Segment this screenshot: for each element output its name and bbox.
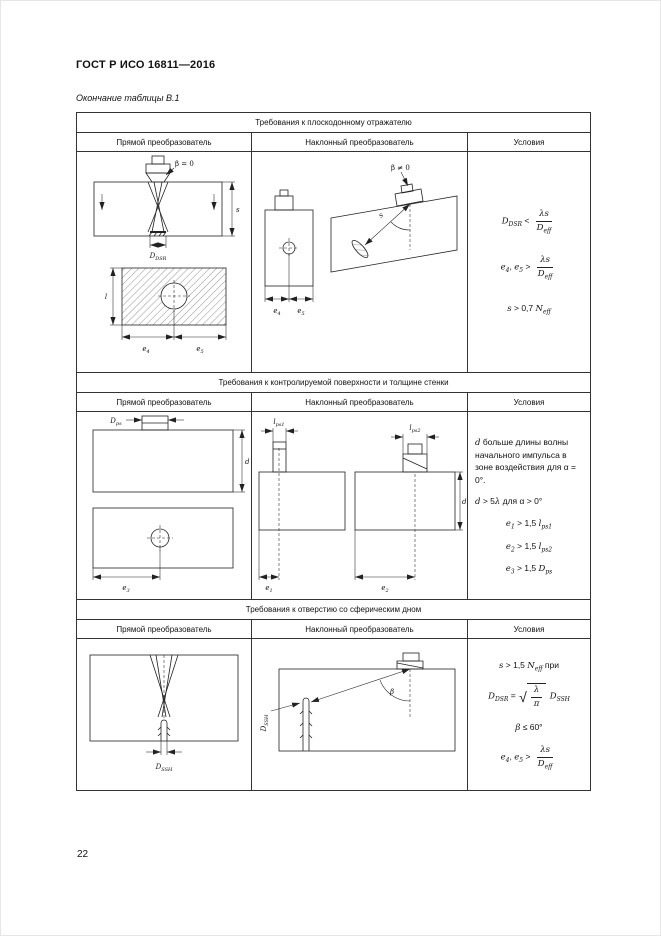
s-label: s — [235, 206, 240, 214]
condition-line: $D_{DSR}$ = √ $\frac{\lambda}{\pi}$ $D_{SSH}$ — [488, 685, 570, 710]
test-block-right — [355, 472, 455, 530]
diagram-cell-s1-straight — [77, 152, 252, 373]
e4-label: $e_4$ — [272, 307, 281, 317]
diagram-s1-angled-probe — [253, 152, 467, 367]
section-2-title: Требования к контролируемой поверхности и толщине стенки — [77, 373, 591, 393]
e4-label: $e_4$ — [141, 345, 150, 355]
spherical-bottom-hole — [300, 698, 312, 751]
probe-front — [275, 190, 293, 210]
col-header-conditions-3: Условия — [468, 620, 591, 639]
angle-arc — [380, 680, 410, 701]
condition-line: $D_{DSR}$ < $\frac{\lambda s}{D_{eff}}$ — [501, 208, 552, 235]
diagram-s3-straight-probe — [78, 639, 251, 785]
probe-1 — [273, 442, 286, 472]
col-header-angled-1: Наклонный преобразователь — [252, 133, 468, 152]
diagram-s3-angled-probe — [253, 639, 467, 785]
diagram-cell-s3-straight — [77, 639, 252, 791]
diagram-cell-s1-angled — [252, 152, 468, 373]
conditions-cell-2 — [468, 412, 591, 600]
col-header-conditions-2: Условия — [468, 393, 591, 412]
page-number: 22 — [77, 849, 89, 860]
col-header-angled-3: Наклонный преобразователь — [252, 620, 468, 639]
s-label: s — [376, 211, 385, 220]
test-block — [279, 669, 455, 751]
section-3-title: Требования к отверстию со сферическим дном — [77, 600, 591, 620]
s-dimension — [222, 182, 235, 236]
conditions-cell-3 — [468, 639, 591, 791]
dssh-label: $D_{SSH}$ — [259, 714, 270, 732]
col-header-straight-3: Прямой преобразователь — [77, 620, 252, 639]
dssh-leader — [271, 703, 300, 711]
col-header-conditions-1: Условия — [468, 133, 591, 152]
e1-dimension — [259, 530, 279, 580]
angle-arc — [391, 222, 410, 230]
probe — [397, 653, 423, 669]
document-title: ГОСТ Р ИСО 16811—2016 — [76, 59, 216, 71]
diagram-s1-straight-probe — [78, 152, 251, 367]
diagram-s2-straight-probe — [78, 412, 251, 594]
beam — [150, 655, 178, 719]
ddsr-dimension — [150, 236, 166, 248]
side-view-block — [331, 196, 457, 272]
probe-2 — [403, 444, 427, 472]
beta-leader — [401, 172, 408, 186]
e2-label: $e_2$ — [380, 584, 389, 594]
e3-label: $e_3$ — [121, 584, 130, 594]
test-block-section — [94, 182, 222, 236]
lps1-dimension — [261, 428, 298, 442]
col-header-angled-2: Наклонный преобразователь — [252, 393, 468, 412]
condition-line: $e_4$, $e_5$ > $\frac{\lambda s}{D_{eff}}$ — [500, 255, 553, 281]
l-dimension — [110, 268, 122, 325]
condition-line: s > 0,7 $N_{eff}$ — [507, 302, 551, 316]
beam — [365, 204, 410, 245]
lps1-label: $l_{ps1}$ — [272, 418, 285, 428]
test-block-section — [93, 430, 233, 492]
reflector-side — [349, 238, 370, 260]
condition-line: β ≤ 60° — [515, 722, 543, 733]
col-header-straight-1: Прямой преобразователь — [77, 133, 252, 152]
diagram-cell-s2-straight — [77, 412, 252, 600]
lps2-label: $l_{ps2}$ — [408, 424, 421, 434]
test-block-left — [259, 472, 345, 530]
e4-e5-dimensions — [265, 254, 313, 302]
beta-label: β — [389, 688, 394, 696]
section-1-title: Требования к плоскодонному отражателю — [77, 113, 591, 133]
e1-label: $e_1$ — [264, 584, 273, 594]
diagram-cell-s2-angled — [252, 412, 468, 600]
l-label: l — [104, 293, 107, 301]
col-header-straight-2: Прямой преобразователь — [77, 393, 252, 412]
dssh-label: $D_{SSH}$ — [155, 763, 172, 773]
e5-label: $e_5$ — [195, 345, 204, 355]
diagram-cell-s3-angled — [252, 639, 468, 791]
conditions-cell-1 — [468, 152, 591, 373]
beta-zero-label: β = 0 — [174, 160, 194, 168]
table-caption: Окончание таблицы В.1 — [76, 93, 180, 103]
e2-dimension — [355, 530, 415, 580]
beta-nonzero-label: β ≠ 0 — [390, 164, 410, 172]
d-label: d — [461, 498, 466, 506]
condition-line: $e_1 > 1,5$ $l_{ps1}$ — [505, 518, 553, 531]
condition-line: s > 1,5 $N_{eff}$ при — [499, 660, 559, 673]
condition-line: d больше длины волны начального импульса в зоне воздействия для α = 0°. — [475, 436, 577, 485]
diagram-s2-angled-probe — [253, 412, 467, 594]
dssh-dimension — [146, 741, 182, 755]
condition-line: $e_4$, $e_5$ > $\frac{\lambda s}{D_{eff}}$ — [500, 745, 553, 771]
probe — [146, 156, 170, 182]
dps-label: $D_{ps}$ — [109, 417, 122, 427]
e5-label: $e_5$ — [296, 307, 305, 317]
e3-dimension — [93, 547, 160, 580]
table-b1 — [76, 112, 591, 791]
condition-line: $e_3 > 1,5$ $D_{ps}$ — [505, 562, 553, 576]
beam — [148, 182, 168, 232]
d-dimension — [233, 430, 245, 492]
spherical-bottom-hole — [158, 720, 170, 741]
probe — [142, 416, 168, 430]
flat-bottom-reflector — [149, 232, 166, 236]
condition-line: $e_2 > 1,5$ $l_{ps2}$ — [505, 540, 553, 554]
condition-line: d > 5λ для α > 0° — [475, 496, 543, 507]
ddsr-label: $D_{DSR}$ — [149, 252, 166, 262]
d-label: d — [244, 458, 249, 466]
